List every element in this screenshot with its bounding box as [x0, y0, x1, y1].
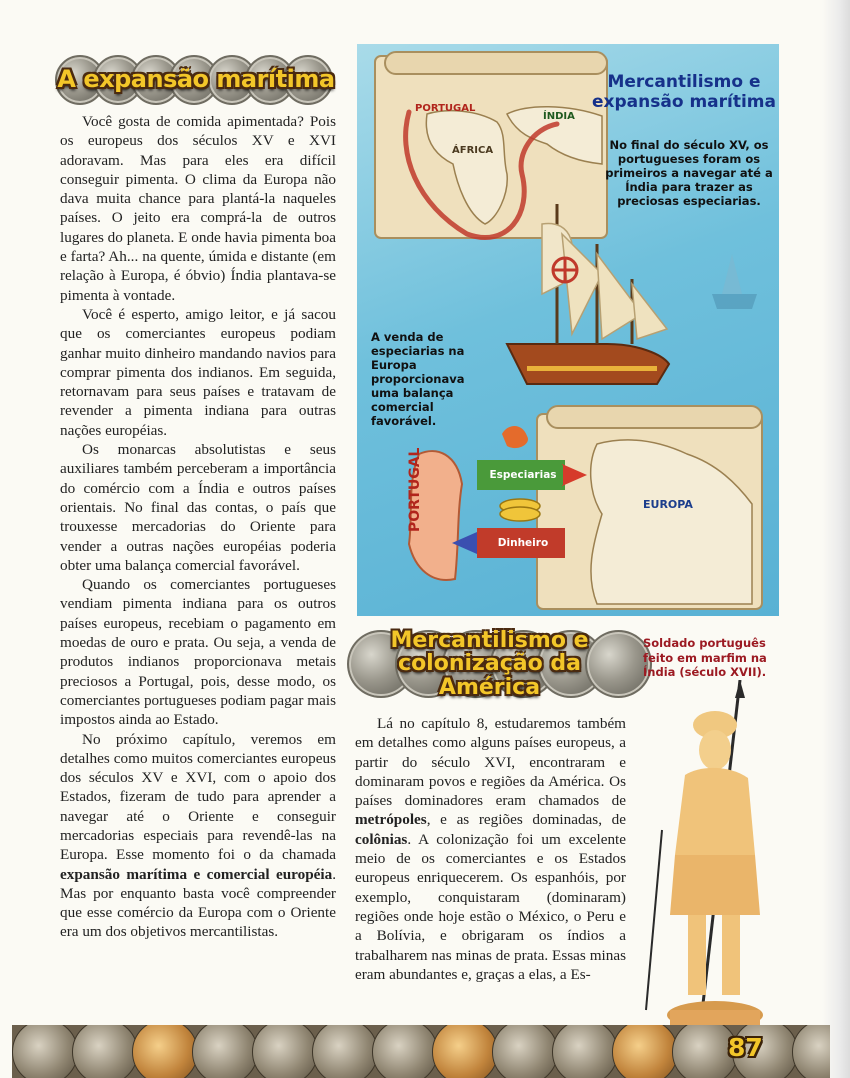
- footer-coin-strip: [12, 1025, 830, 1078]
- statue-caption: Soldado português feito em marfim na Índia (século XVII).: [643, 636, 767, 679]
- page-edge-shadow: [822, 0, 850, 1078]
- bold-term-colonias: colônias: [355, 830, 408, 848]
- infographic-mercantilismo: [357, 44, 779, 616]
- map-label-europa: EUROPA: [643, 498, 693, 511]
- paragraph-3: Os monarcas absolutistas e seus auxiliares também perceberam a importância do comércio com a Índia e outros países orientais. No final das contas, o país que trouxesse mercadorias do Oriente para vender a outras nações européias poderia obter uma balança comercial favorável.: [60, 441, 336, 574]
- tag-dinheiro: Dinheiro: [483, 533, 563, 553]
- section-heading-expansao: [55, 55, 337, 105]
- map-label-india: ÍNDIA: [543, 111, 575, 122]
- bold-term-expansao: expansão marítima e comercial européia: [60, 865, 333, 883]
- heading-text: A expansão marítima: [57, 65, 335, 94]
- section-heading-colonizacao: [347, 628, 632, 700]
- infographic-note-top: No final do século XV, os portugueses foram os primeiros a navegar até a Índia para trazer as preciosas especiarias.: [605, 138, 773, 208]
- paragraph-2: Você é esperto, amigo leitor, e já sacou que os comerciantes europeus podiam ganhar muito dinheiro mandando navios para comprar pimenta dos indianos. Em seguida, retornavam para seus países e tratavam de revender a pimenta indiana para outras nações européias.: [60, 305, 336, 439]
- infographic-note-left: A venda de especiarias na Europa proporcionava uma balança comercial favorável.: [371, 330, 465, 428]
- map-label-portugal-block: PORTUGAL: [407, 447, 423, 532]
- paragraph-colonizacao: Lá no capítulo 8, estudaremos também em detalhes como alguns países europeus, a partir do século XVI, encontraram e dominaram povos e regiões da América. Os países dominadores eram chamados de metrópoles, e as regiões dominadas, de colônias. A colonização foi um excelente meio de os comerciantes e os Estados europeus enriquecerem. Os espanhóis, por exemplo, conquistaram (dominaram) regiões onde hoje estão o México, o Peru e a Bolívia, e obrigaram os índios a trabalharem nas minas de prata. Essas minas eram abundantes e, graças a elas, a Es-: [355, 715, 626, 983]
- bold-term-metropoles: metrópoles: [355, 811, 427, 829]
- paragraph-1: Você gosta de comida apimentada? Pois os europeus dos séculos XV e XVI adoravam. Mas para eles era difícil conseguir pimenta. O clima da Europa não dava muita chance para plantá-la naqueles países. O jeito era comprá-la de outros lugares do planeta. E onde havia pimenta boa e farta? Ah... na quente, úmida e distante (em relação à Europa, é óbvio) Índia plantava-se pimenta à vontade.: [60, 113, 336, 304]
- map-label-portugal: PORTUGAL: [415, 103, 476, 114]
- paragraph-5: No próximo capítulo, veremos em detalhes como muitos comerciantes europeus dos séculos XV e XVI, com o apoio dos Estados, fizeram de tudo para aprender a navegar até o Oriente e conseguir mercadorias especiais para revendê-las na Europa. Esse momento foi o da chamada expansão marítima e comercial européia. Mas por enquanto basta você compreender que esse comércio da Europa com o Oriente era um dos objetivos mercantilistas.: [60, 730, 336, 941]
- paragraph-4: Quando os comerciantes portugueses vendiam pimenta indiana para os outros países europeus, recebiam o pagamento em moedas de ouro e prata. Ou seja, a venda de produtos indianos proporcionava metais preciosos a Portugal, pois, desse modo, os comerciantes portugueses podiam pagar mais impostos ainda ao Estado.: [60, 576, 336, 729]
- tag-especiarias: Especiarias: [483, 465, 563, 485]
- page-number: 87: [728, 1033, 763, 1062]
- map-label-africa: ÁFRICA: [452, 145, 494, 156]
- right-column-text: [355, 714, 626, 984]
- heading-text: Mercantilismo e colonização da América: [390, 628, 589, 700]
- infographic-title: Mercantilismo e expansão marítima: [592, 72, 776, 112]
- ivory-soldier-statue-image: [640, 680, 770, 1040]
- left-column-text: [60, 112, 336, 942]
